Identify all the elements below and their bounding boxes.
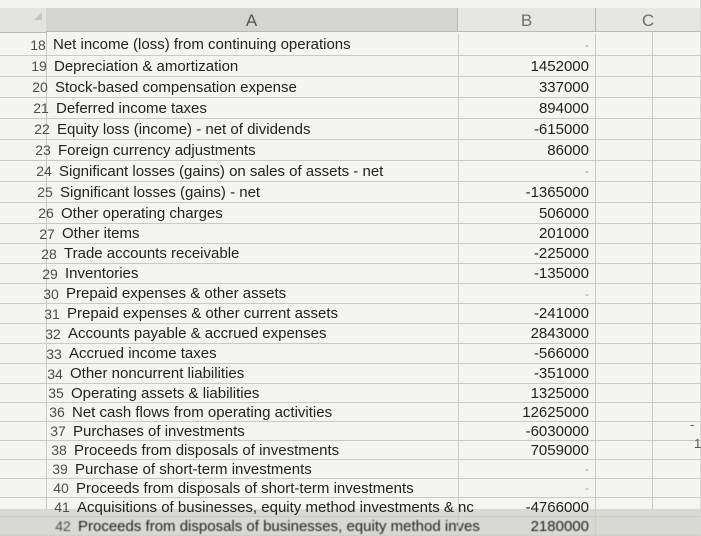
cell-b-value[interactable]: -615000 [458, 119, 596, 140]
edge-mark-dash: - [690, 417, 695, 432]
cell-b-value[interactable]: 12625000 [458, 403, 596, 422]
cell-b-value[interactable]: -351000 [458, 364, 596, 384]
table-row [0, 384, 700, 403]
table-row [0, 224, 700, 244]
row-number[interactable]: 34 [47, 366, 63, 382]
row-number[interactable]: 37 [50, 423, 66, 439]
cell-a-label[interactable]: Other items [62, 225, 140, 242]
table-row [0, 140, 700, 161]
cell-b-value[interactable]: -566000 [458, 344, 596, 364]
table-row [0, 284, 700, 304]
cell-a-label[interactable]: Significant losses (gains) on sales of assets - net [59, 163, 384, 180]
cell-a-label[interactable]: Prepaid expenses & other assets [66, 285, 287, 302]
row-number[interactable]: 27 [39, 226, 55, 242]
cell-a-label[interactable]: Deferred income taxes [56, 100, 207, 117]
table-row [0, 77, 700, 98]
table-row [0, 344, 700, 364]
table-row [0, 364, 700, 384]
row-number[interactable]: 24 [36, 163, 52, 179]
table-row [0, 422, 700, 441]
row-number[interactable]: 31 [44, 306, 60, 322]
table-row [0, 460, 700, 479]
cell-b-value[interactable]: - [458, 460, 596, 479]
row-number[interactable]: 20 [32, 79, 48, 95]
row-number[interactable]: 29 [42, 266, 58, 282]
row-number[interactable]: 38 [51, 442, 67, 458]
cell-a-label[interactable]: Foreign currency adjustments [58, 142, 256, 159]
column-header-a[interactable]: A [46, 8, 458, 32]
row-number[interactable]: 33 [46, 346, 62, 362]
cell-a-label[interactable]: Purchases of investments [73, 423, 245, 440]
table-row [0, 119, 700, 140]
cell-b-value[interactable]: - [458, 479, 596, 498]
column-header-b[interactable]: B [458, 8, 596, 32]
row-number[interactable]: 36 [49, 404, 65, 420]
cell-b-value[interactable]: - [458, 284, 596, 304]
row-number[interactable]: 40 [53, 480, 69, 496]
table-row [0, 264, 700, 284]
cell-b-value[interactable]: 894000 [458, 98, 596, 119]
column-header-c[interactable]: C [596, 8, 700, 32]
cell-a-label[interactable]: Inventories [65, 265, 139, 282]
cell-a-label[interactable]: Trade accounts receivable [64, 245, 240, 262]
table-row [0, 98, 700, 119]
row-number[interactable]: 39 [52, 461, 68, 477]
table-row [0, 324, 700, 344]
cell-a-label[interactable]: Acquisitions of businesses, equity method investments & nc [77, 499, 474, 516]
table-row [0, 161, 700, 182]
edge-mark-one: 1 [694, 436, 701, 451]
cell-b-value[interactable]: -241000 [458, 304, 596, 324]
row-number[interactable]: 18 [30, 37, 46, 53]
cell-b-value[interactable]: 201000 [458, 224, 596, 244]
row-number[interactable]: 26 [38, 205, 54, 221]
table-row [0, 304, 700, 324]
cell-a-label[interactable]: Equity loss (income) - net of dividends [57, 121, 311, 138]
cell-b-value[interactable]: 2843000 [458, 324, 596, 344]
row-number[interactable]: 42 [55, 518, 71, 534]
table-row [0, 203, 700, 224]
table-row [0, 498, 700, 517]
row-number[interactable]: 28 [41, 246, 57, 262]
cell-b-value[interactable]: -1365000 [458, 182, 596, 203]
row-number[interactable]: 22 [34, 121, 50, 137]
cell-b-value[interactable]: - [458, 34, 596, 56]
select-all-triangle-icon [34, 12, 42, 20]
cell-b-value[interactable]: 2180000 [458, 517, 596, 536]
table-row [0, 441, 700, 460]
cell-a-label[interactable]: Proceeds from disposals of investments [74, 442, 340, 459]
cell-a-label[interactable]: Stock-based compensation expense [55, 79, 297, 96]
cell-b-value[interactable]: 86000 [458, 140, 596, 161]
cell-a-label[interactable]: Proceeds from disposals of short-term investments [76, 480, 414, 497]
cell-a-label[interactable]: Operating assets & liabilities [71, 385, 260, 402]
row-number[interactable]: 21 [33, 100, 49, 116]
row-number[interactable]: 30 [43, 286, 59, 302]
table-row [0, 403, 700, 422]
cell-a-label[interactable]: Accounts payable & accrued expenses [68, 325, 327, 342]
row-number[interactable]: 35 [48, 385, 64, 401]
cell-b-value[interactable]: -225000 [458, 244, 596, 264]
row-number[interactable]: 19 [31, 58, 47, 74]
cell-a-label[interactable]: Purchase of short-term investments [75, 461, 312, 478]
cell-b-value[interactable]: 506000 [458, 203, 596, 224]
cell-b-value[interactable]: 1452000 [458, 56, 596, 77]
cell-b-value[interactable]: - [458, 161, 596, 182]
cell-a-label[interactable]: Net income (loss) from continuing operations [53, 36, 351, 53]
table-row [0, 517, 700, 536]
table-row [0, 34, 700, 56]
table-row [0, 479, 700, 498]
table-row [0, 56, 700, 77]
table-row [0, 182, 700, 203]
cell-a-label[interactable]: Significant losses (gains) - net [60, 184, 261, 201]
cell-a-label[interactable]: Prepaid expenses & other current assets [67, 305, 338, 322]
row-number[interactable]: 41 [54, 499, 70, 515]
cell-b-value[interactable]: -135000 [458, 264, 596, 284]
cell-b-value[interactable]: -6030000 [458, 422, 596, 441]
table-row [0, 244, 700, 264]
row-number[interactable]: 25 [37, 184, 53, 200]
row-number[interactable]: 32 [45, 326, 61, 342]
cell-b-value[interactable]: 337000 [458, 77, 596, 98]
cell-a-label[interactable]: Proceeds from disposals of businesses, equity method inves [78, 518, 480, 535]
cell-a-label[interactable]: Other noncurrent liabilities [70, 365, 245, 382]
cell-a-label[interactable]: Other operating charges [61, 205, 223, 222]
cell-a-label[interactable]: Net cash flows from operating activities [72, 404, 333, 421]
cell-a-label[interactable]: Accrued income taxes [69, 345, 217, 362]
cell-b-value[interactable]: 7059000 [458, 441, 596, 460]
cell-b-value[interactable]: -4766000 [458, 498, 596, 517]
cell-a-label[interactable]: Depreciation & amortization [54, 58, 239, 75]
cell-b-value[interactable]: 1325000 [458, 384, 596, 403]
row-number[interactable]: 23 [35, 142, 51, 158]
